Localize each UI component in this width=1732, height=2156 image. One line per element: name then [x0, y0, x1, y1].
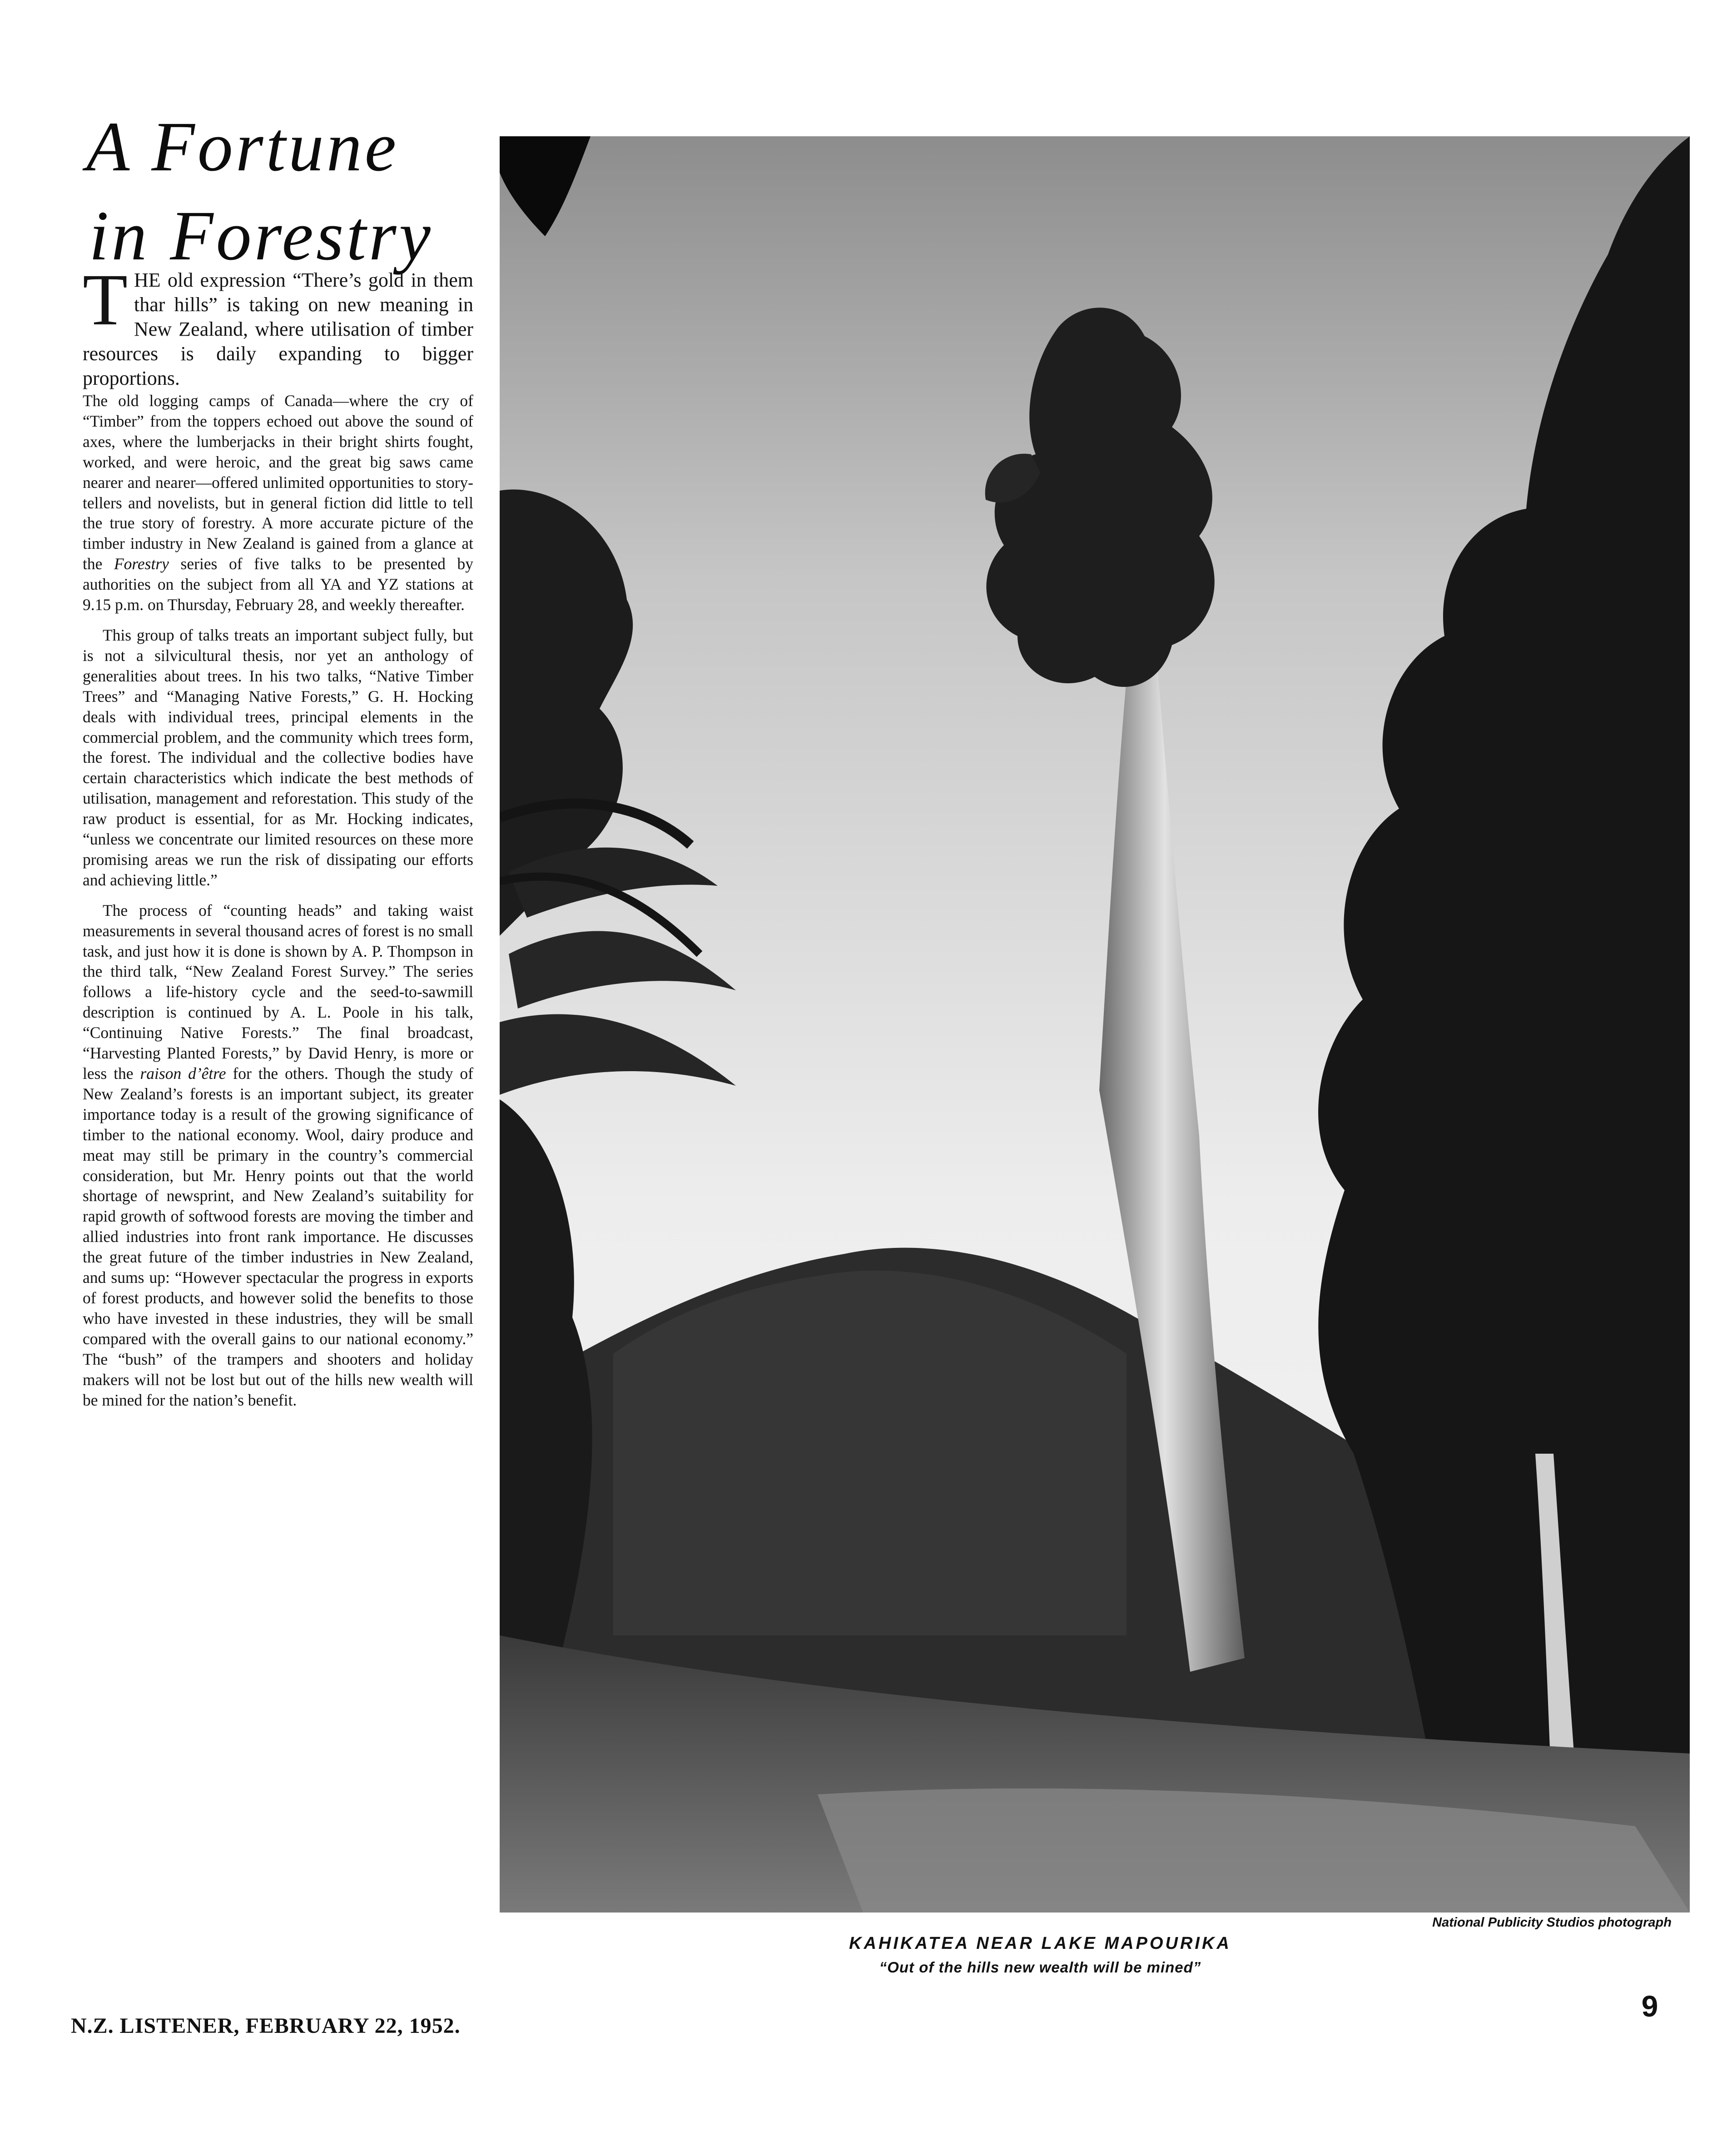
forest-scene-illustration	[500, 136, 1690, 1913]
paragraph-3	[83, 900, 473, 1411]
photo-caption	[745, 1931, 1335, 1979]
lead-paragraph	[83, 268, 473, 391]
article-body	[83, 268, 473, 1999]
paragraph-1	[83, 391, 473, 615]
article-headline	[86, 102, 495, 280]
paragraph-1-text: The old logging camps of Canada—where the cry of “Timber” from the toppers echoed out above the sound of axes, where the lumberjacks in their bright shirts fought, worked, and were heroic, and the great big saws came nearer and nearer—offered unlimited opportunities to story-tellers and novelists, but in general fiction did little to tell the true story of forestry. A more accurate picture of the timber industry in New Zealand is gained from a glance at the	[83, 392, 473, 573]
headline-line-1: A Fortune	[86, 107, 399, 186]
kahikatea-photograph	[500, 136, 1690, 1913]
series-name: Forestry	[114, 555, 169, 573]
caption-subtitle: “Out of the hills new wealth will be mined”	[879, 1959, 1201, 1976]
publication-folio: N.Z. LISTENER, FEBRUARY 22, 1952.	[71, 2014, 461, 2038]
paragraph-3-start: The process of “counting heads” and taking waist measurements in several thousand acres of forest is no small task, and just how it is done is shown by A. P. Thompson in the third talk, “New Zealand Forest Survey.” The series follows a life-history cycle and the seed-to-sawmill description is continued by A. L. Poole in his talk, “Continuing Native Forests.” The final broadcast, “Harvesting Planted Forests,” by David Henry, is more or less the	[83, 901, 473, 1083]
paragraph-1-end: series of five talks to be presented by authorities on the subject from all YA and YZ stations at 9.15 p.m. on Thursday, February 28, and weekly thereafter.	[83, 555, 473, 614]
paragraph-3-end: for the others. Though the study of New Zealand’s forests is an important subject, its greater importance today is a result of the growing significance of timber to the national economy. Wool, dairy produce and meat may still be primary in the country’s commercial consideration, but Mr. Henry points out that the world shortage of newsprint, and New Zealand’s suitability for rapid growth of softwood forests are moving the timber and allied industries into front rank importance. He discusses the great future of the timber industries in New Zealand, and sums up: “However spectacular the progress in exports of forest products, and however solid the benefits to those who have invested in these industries, they will be small compared with the overall gains to our national economy.” The “bush” of the trampers and shooters and holiday makers will not be lost but out of the hills new wealth will be mined for the nation’s benefit.	[83, 1064, 473, 1409]
paragraph-2: This group of talks treats an important subject fully, but is not a silvicultural thesis, nor yet an anthology of generalities about trees. In his two talks, “Native Timber Trees” and “Managing Native Forests,” G. H. Hocking deals with individual trees, principal elements in the commercial problem, and the community which trees form, the forest. The individual and the collective bodies have certain characteristics which indicate the best methods of utilisation, management and reforestation. This study of the raw product is essential, for as Mr. Hocking indicates, “unless we concentrate our limited resources on these more promising areas we run the risk of dissipating our efforts and achieving little.”	[83, 626, 473, 889]
page-number: 9	[1641, 1989, 1658, 2023]
raison-detre: raison d’être	[140, 1064, 226, 1083]
caption-title: KAHIKATEA NEAR LAKE MAPOURIKA	[849, 1934, 1231, 1953]
drop-cap: T	[83, 268, 128, 341]
headline-line-2: in Forestry	[89, 196, 433, 275]
lead-text: HE old expression “There’s gold in them thar hills” is taking on new meaning in New Zealand, where utilisation of timber resources is daily expanding to bigger proportions.	[83, 269, 473, 389]
photo-credit: National Publicity Studios photograph	[1432, 1915, 1672, 1930]
